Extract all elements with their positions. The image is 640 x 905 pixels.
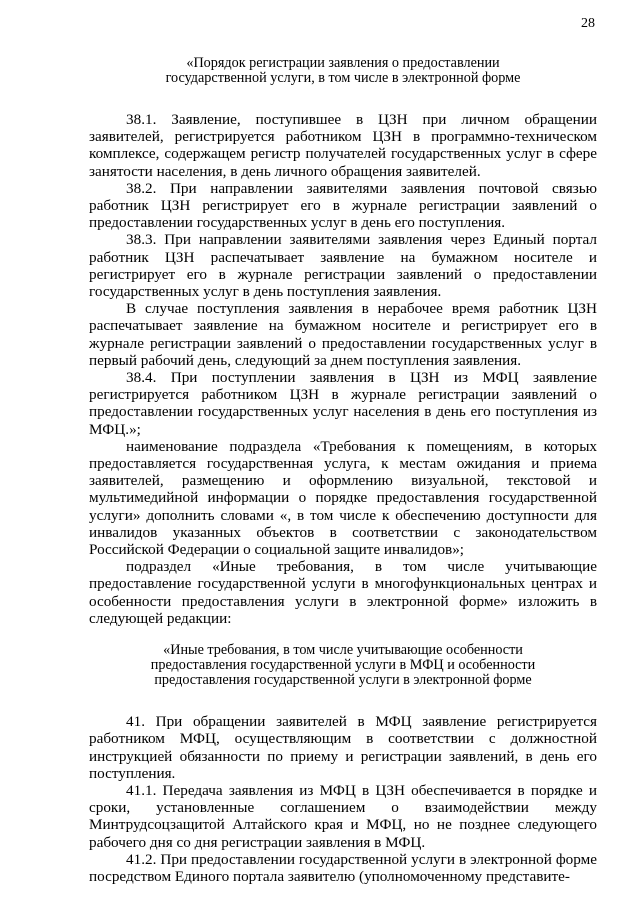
heading-line: предоставления государственной услуги в электронной форме	[154, 672, 532, 689]
paragraph-38-3-nonworking-time: В случае поступления заявления в нерабочее время работник ЦЗН распечатывает заявление на бумажном носителе и регистрирует его в журнале регистрации заявлений о предоставлении государственных услуг в первый рабочий день, следующий за днем поступления заявления.	[89, 300, 597, 369]
document-body	[89, 56, 597, 885]
section-heading-other-requirements	[89, 643, 597, 688]
section-heading-registration	[89, 56, 597, 86]
paragraph-38-4: 38.4. При поступлении заявления в ЦЗН из МФЦ заявление регистрируется работником ЦЗН в журнале регистрации заявлений о предоставлении государственных услуг населения в день его поступления из МФЦ.»;	[89, 369, 597, 438]
heading-line: предоставления государственной услуги в МФЦ и особенности	[150, 657, 536, 674]
heading-line: «Порядок регистрации заявления о предоставлении	[186, 55, 500, 71]
paragraph-38-1: 38.1. Заявление, поступившее в ЦЗН при личном обращении заявителей, регистрируется работником ЦЗН в программно-техническом комплексе, содержащем регистр получателей государственных услуг в сфере занятости населения, в день личного обращения заявителей.	[89, 111, 597, 180]
paragraph-38-2: 38.2. При направлении заявителями заявления почтовой связью работник ЦЗН регистрирует его в журнале регистрации заявлений о предоставлении государственных услуг в день его поступления.	[89, 179, 597, 232]
heading-line: «Иные требования, в том числе учитывающие особенности	[163, 642, 523, 659]
paragraph-41: 41. При обращении заявителей в МФЦ заявление регистрируется работником МФЦ, осуществляющим в соответствии с должностной инструкцией обязанности по приему и регистрации заявлений, в день его поступления.	[89, 713, 597, 782]
paragraph-41-1: 41.1. Передача заявления из МФЦ в ЦЗН обеспечивается в порядке и сроки, установленные соглашением о взаимодействии между Минтрудсоцзащитой Алтайского края и МФЦ, но не позднее следующего рабочего дня со дня регистрации заявления в МФЦ.	[89, 781, 597, 851]
paragraph-38-3: 38.3. При направлении заявителями заявления через Единый портал работник ЦЗН распечатывает заявление на бумажном носителе и регистрирует его в журнале регистрации заявлений о предоставлении государственных услуг в день поступления заявления.	[89, 231, 597, 301]
heading-line: государственной услуги, в том числе в электронной форме	[165, 70, 521, 86]
page-number: 28	[581, 16, 595, 31]
paragraph-subsection-name: наименование подраздела «Требования к помещениям, в которых предоставляется государственная услуга, к местам ожидания и приема заявителей, размещению и оформлению визуальной, текстовой и мультимедийной информации о порядке предоставления государственной услуги» дополнить словами «, в том числе к обеспечению доступности для инвалидов указанных объектов в соответствии с законодательством Российской Федерации о социальной защите инвалидов»;	[89, 437, 597, 559]
paragraph-subsection-replace: подраздел «Иные требования, в том числе учитывающие предоставление государственной услуги в многофункциональных центрах и особенности предоставления услуги в электронной форме» изложить в следующей редакции:	[89, 558, 597, 627]
paragraph-41-2: 41.2. При предоставлении государственной услуги в электронной форме посредством Единого портала заявителю (уполномоченному представите-	[89, 850, 597, 885]
